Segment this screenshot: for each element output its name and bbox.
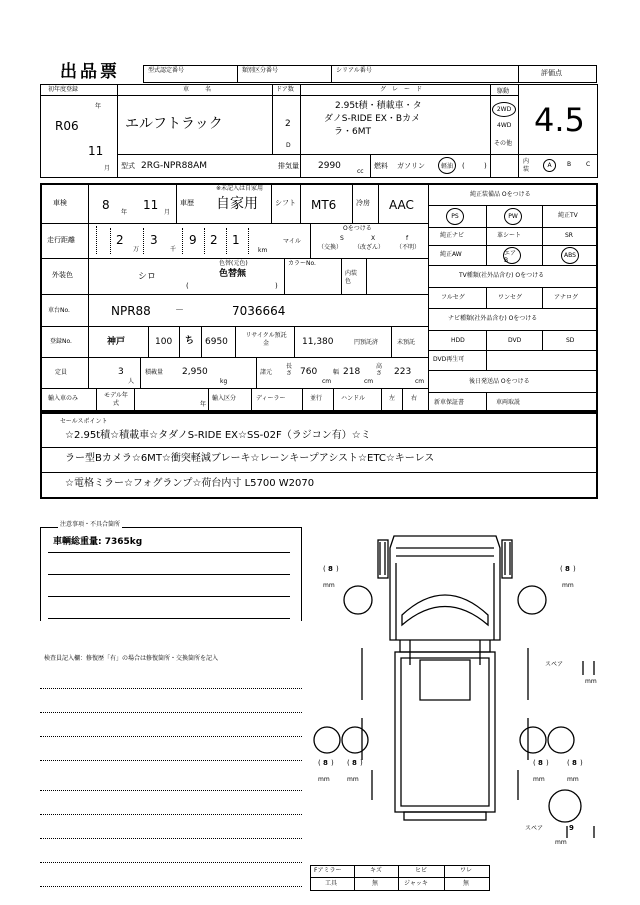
sales-point-label: セールスポイント bbox=[60, 418, 108, 425]
ac-value: AAC bbox=[389, 198, 414, 212]
drive-2wd: 2WD bbox=[496, 106, 512, 113]
grade-line1: 2.95t積・積載車・タ bbox=[335, 101, 422, 111]
drive-label: 駆動 bbox=[497, 88, 510, 95]
mileage-digit-5: 1 bbox=[232, 233, 240, 247]
sales-line-1: ☆2.95t積☆積載車☆タダノS-RIDE EX☆SS-02F（ラジコン有）☆ミ bbox=[65, 430, 371, 441]
divider bbox=[333, 388, 334, 412]
tire-fr-bracket-close: ) bbox=[573, 565, 576, 573]
notes-label: 注意事項・不具合箇所 bbox=[60, 521, 121, 528]
inspection-label: 車検 bbox=[53, 199, 67, 207]
exchange-mark-f: f bbox=[406, 235, 409, 242]
inspector-line bbox=[40, 838, 302, 839]
tire-rr1-mm: mm bbox=[533, 776, 545, 783]
inspector-line bbox=[40, 688, 302, 689]
pw-label: PW bbox=[508, 213, 518, 220]
exchange-label: （交換） bbox=[318, 244, 343, 251]
history-label: 車歴 bbox=[180, 199, 194, 207]
tire-rr1-bracket: ( bbox=[533, 759, 536, 767]
spare2-depth: 9 bbox=[569, 824, 574, 832]
inspector-line bbox=[40, 736, 302, 737]
tire-rr2-bracket-close: ) bbox=[580, 759, 583, 767]
cm-unit-1: cm bbox=[322, 378, 332, 385]
navi-type-header: ナビ種類(社外品含む) Oをつける bbox=[448, 315, 538, 322]
right-label: 右 bbox=[411, 395, 418, 402]
divider bbox=[341, 258, 342, 294]
capacity-label: 定員 bbox=[55, 369, 68, 376]
inspector-line bbox=[40, 790, 302, 791]
dealer-label: ディーラー bbox=[256, 395, 286, 402]
tire-fl-depth: 8 bbox=[328, 565, 333, 573]
sales-line-3: ☆電格ミラー☆フォグランプ☆荷台内寸 L5700 W2070 bbox=[65, 478, 315, 489]
tv-fullseg: フルセグ bbox=[441, 294, 465, 301]
divider bbox=[176, 183, 177, 223]
pw-circled bbox=[504, 208, 522, 225]
inspection-year: 8 bbox=[102, 198, 110, 212]
man-unit: 万 bbox=[133, 246, 140, 253]
tire-fr-bracket: ( bbox=[560, 565, 563, 573]
serial-label: シリアル番号 bbox=[336, 67, 372, 74]
exchange-mark-x: X bbox=[371, 235, 376, 242]
divider bbox=[428, 205, 598, 206]
drive-4wd: 4WD bbox=[497, 122, 512, 129]
divider bbox=[40, 472, 598, 473]
divider bbox=[204, 228, 206, 254]
divider bbox=[140, 357, 141, 388]
tire-rr1-bracket-close: ) bbox=[546, 759, 549, 767]
year-unit-3: 年 bbox=[200, 401, 207, 408]
fuel-paren-close: ) bbox=[484, 162, 487, 170]
tire-rl2-mm: mm bbox=[347, 776, 359, 783]
note-line bbox=[48, 574, 290, 575]
divider bbox=[370, 154, 371, 178]
tire-rr2-depth: 8 bbox=[572, 759, 577, 767]
unknown-label: （不明） bbox=[396, 244, 421, 251]
divider bbox=[518, 84, 519, 178]
shift-value: MT6 bbox=[311, 198, 337, 212]
divider bbox=[96, 388, 97, 412]
inspector-line bbox=[40, 712, 302, 713]
divider bbox=[256, 357, 257, 388]
divider bbox=[40, 357, 428, 358]
chassis-label: 車台No. bbox=[48, 307, 70, 314]
unregistered-note: ※未記入は自家用 bbox=[216, 185, 264, 192]
tv-type-header: TV種類(社外品含む) Oをつける bbox=[459, 272, 545, 279]
vehicle-name: エルフトラック bbox=[125, 116, 223, 132]
cm-unit-3: cm bbox=[415, 378, 425, 385]
divider bbox=[542, 287, 543, 308]
divider bbox=[182, 228, 184, 254]
fuel-diesel: 軽油 bbox=[440, 163, 453, 170]
divider bbox=[248, 228, 250, 254]
interior-label: 内装 bbox=[523, 158, 530, 173]
person-unit: 人 bbox=[128, 378, 135, 385]
handle-label: ハンドル bbox=[341, 395, 366, 402]
airbag-circled bbox=[503, 247, 521, 264]
divider bbox=[40, 95, 518, 96]
month-unit-2: 月 bbox=[164, 209, 171, 216]
kg-unit: kg bbox=[220, 378, 228, 385]
name-label: 車名 bbox=[183, 86, 228, 93]
divider bbox=[117, 154, 518, 155]
dim-label: 諸元 bbox=[260, 369, 273, 376]
inspector-line bbox=[40, 760, 302, 761]
divider bbox=[310, 877, 490, 878]
height-label: 高さ bbox=[376, 363, 383, 377]
reg-month: 11 bbox=[88, 144, 104, 158]
legend-crack: ヒビ bbox=[415, 867, 428, 874]
tire-rl1-bracket: ( bbox=[318, 759, 321, 767]
shift-label: シフト bbox=[275, 199, 296, 207]
grade-line3: ラ・6MT bbox=[334, 127, 371, 137]
divider bbox=[110, 228, 112, 254]
ps-label: PS bbox=[451, 213, 459, 220]
tire-rr2-mm: mm bbox=[567, 776, 579, 783]
divider bbox=[40, 223, 428, 224]
divider bbox=[40, 447, 598, 448]
import-label: 輸入車のみ bbox=[48, 395, 79, 402]
interior-c: C bbox=[586, 161, 591, 168]
tire-rl2-bracket-close: ) bbox=[360, 759, 363, 767]
spare2-label: スペア bbox=[525, 825, 544, 832]
divider bbox=[148, 326, 149, 357]
divider bbox=[378, 183, 379, 223]
tire-rr1-depth: 8 bbox=[538, 759, 543, 767]
width-label: 幅 bbox=[333, 369, 340, 376]
exchange-mark-s: S bbox=[340, 235, 344, 242]
gross-weight: 車輌総重量: 7365kg bbox=[53, 537, 143, 547]
divider bbox=[143, 228, 145, 254]
divider bbox=[40, 388, 428, 389]
interior-a: A bbox=[547, 162, 552, 169]
tools-value: 無 bbox=[372, 880, 379, 887]
plate-label: 登録No. bbox=[50, 338, 72, 345]
load-value: 2,950 bbox=[182, 367, 208, 377]
chassis-dash: － bbox=[175, 306, 185, 316]
divider bbox=[294, 326, 295, 357]
divider bbox=[542, 205, 543, 265]
oem-navi: 純正ナビ bbox=[440, 232, 465, 239]
divider bbox=[428, 392, 598, 393]
plate-number: 6950 bbox=[205, 337, 228, 347]
doors-label: ドア数 bbox=[276, 86, 294, 93]
divider bbox=[381, 388, 382, 412]
divider bbox=[428, 370, 598, 371]
length-value: 760 bbox=[300, 367, 318, 377]
divider bbox=[201, 326, 202, 357]
drive-other: その他 bbox=[494, 140, 513, 147]
divider bbox=[40, 258, 428, 259]
km-unit: km bbox=[258, 247, 268, 254]
divider bbox=[40, 326, 428, 327]
first-reg-label: 初年度登録 bbox=[48, 86, 79, 93]
month-unit: 月 bbox=[104, 165, 111, 172]
divider bbox=[490, 84, 491, 178]
divider bbox=[272, 84, 273, 154]
navi-dvd: DVD bbox=[508, 337, 522, 344]
divider bbox=[428, 245, 598, 246]
ps-circled bbox=[446, 208, 464, 225]
rating-label: 評価点 bbox=[541, 69, 562, 77]
tire-rl2-depth: 8 bbox=[352, 759, 357, 767]
divider bbox=[366, 258, 367, 294]
fuel-gas: ガソリン bbox=[397, 162, 425, 170]
repaint-label: 色替(元色) bbox=[219, 260, 248, 267]
divider bbox=[486, 205, 487, 265]
tire-fr-depth: 8 bbox=[565, 565, 570, 573]
parallel-label: 並行 bbox=[310, 395, 323, 402]
legend-scratch: キズ bbox=[370, 867, 382, 874]
mileage-digit-3: 9 bbox=[189, 233, 197, 247]
divider bbox=[251, 388, 252, 412]
circle-note: Oをつける bbox=[343, 225, 372, 232]
tools-label: 工具 bbox=[325, 880, 338, 887]
divider bbox=[398, 865, 399, 891]
fuel-diesel-circled bbox=[438, 157, 456, 174]
divider bbox=[40, 294, 428, 295]
recycle-label: リサイクル預託金 bbox=[245, 332, 287, 347]
inspector-line bbox=[40, 886, 302, 887]
repaint-value: 色替無 bbox=[219, 269, 247, 279]
divider bbox=[237, 65, 238, 83]
navi-sd: SD bbox=[566, 337, 575, 344]
divider bbox=[352, 183, 353, 223]
oem-aw: 純正AW bbox=[440, 251, 462, 258]
rating-value: 4.5 bbox=[534, 101, 585, 139]
year-unit-2: 年 bbox=[121, 209, 128, 216]
doc-warranty: 新車保証書 bbox=[434, 399, 465, 406]
divider bbox=[518, 154, 598, 155]
displacement-label: 排気量 bbox=[278, 162, 299, 170]
tv-analog: アナログ bbox=[554, 294, 579, 301]
divider bbox=[88, 183, 89, 388]
navi-hdd: HDD bbox=[451, 337, 465, 344]
sales-line-2: ラー型Bカメラ☆6MT☆衝突軽減ブレーキ☆レーンキープアシスト☆ETC☆キーレス bbox=[65, 453, 435, 464]
divider bbox=[542, 330, 543, 350]
dvd-playback: DVD再生可 bbox=[433, 356, 465, 363]
divider bbox=[486, 350, 487, 370]
divider bbox=[428, 265, 598, 266]
repaint-paren-open: ( bbox=[186, 282, 189, 290]
model-year-label: モデル年式 bbox=[104, 392, 128, 407]
left-label: 左 bbox=[389, 395, 396, 402]
mileage-label: 走行距離 bbox=[47, 236, 75, 244]
doors-value: 2 bbox=[285, 119, 291, 129]
divider bbox=[134, 388, 135, 412]
inspector-label: 検査員記入欄：修復歴「有」の場合は修復箇所・交換箇所を記入 bbox=[44, 655, 219, 662]
tire-rl1-mm: mm bbox=[318, 776, 330, 783]
oem-header: 純正装備品 Oをつける bbox=[470, 191, 531, 198]
abs-circled bbox=[561, 247, 579, 264]
tampered-label: （改ざん） bbox=[354, 244, 385, 251]
inspector-line bbox=[40, 862, 302, 863]
divider bbox=[428, 287, 598, 288]
divider bbox=[486, 392, 487, 412]
tire-rl1-depth: 8 bbox=[323, 759, 328, 767]
plate-class: 100 bbox=[155, 337, 173, 347]
interior-a-circled bbox=[543, 159, 556, 172]
door-unit: D bbox=[286, 142, 291, 149]
legend-mirror: Fアミラー bbox=[314, 867, 342, 874]
note-line bbox=[48, 552, 290, 553]
divider bbox=[300, 154, 301, 178]
docs-header: 後日発送品 Oをつける bbox=[469, 378, 530, 385]
divider bbox=[300, 84, 301, 154]
jack-label: ジャッキ bbox=[404, 880, 428, 887]
divider bbox=[208, 388, 209, 412]
divider bbox=[310, 223, 311, 258]
oem-tv: 純正TV bbox=[558, 212, 578, 219]
tire-fl-bracket-close: ) bbox=[336, 565, 339, 573]
mile-label: マイル bbox=[283, 238, 301, 245]
spare2-mm: mm bbox=[555, 839, 567, 846]
mileage-digit-2: 3 bbox=[150, 233, 158, 247]
divider bbox=[179, 326, 180, 357]
category-label: 類別区分番号 bbox=[242, 67, 279, 74]
inspection-month: 11 bbox=[143, 198, 159, 212]
divider bbox=[428, 183, 429, 412]
fuel-label: 燃料 bbox=[374, 162, 388, 170]
color-no-label: カラーNo. bbox=[288, 260, 316, 267]
sunroof: SR bbox=[565, 232, 573, 239]
tire-rr2-bracket: ( bbox=[567, 759, 570, 767]
height-value: 223 bbox=[394, 367, 412, 377]
inspector-line bbox=[40, 814, 302, 815]
divider bbox=[226, 228, 228, 254]
airbag-label: エアB bbox=[504, 249, 517, 264]
spare1-mm: mm bbox=[585, 678, 597, 685]
divider bbox=[402, 388, 403, 412]
divider bbox=[444, 865, 445, 891]
page-title: 出品票 bbox=[60, 62, 120, 82]
divider bbox=[302, 388, 303, 412]
tire-fl-bracket: ( bbox=[323, 565, 326, 573]
divider bbox=[428, 227, 598, 228]
jack-value: 無 bbox=[463, 880, 470, 887]
width-value: 218 bbox=[343, 367, 361, 377]
drive-2wd-circled bbox=[492, 102, 516, 117]
chassis-number: 7036664 bbox=[232, 304, 286, 318]
tire-rl1-bracket-close: ) bbox=[331, 759, 334, 767]
legend-broken: ワレ bbox=[460, 867, 473, 874]
interior-b: B bbox=[567, 161, 572, 168]
exterior-color: シロ bbox=[138, 272, 157, 282]
exterior-label: 外装色 bbox=[52, 271, 73, 279]
doc-manual: 車両取説 bbox=[496, 399, 521, 406]
divider bbox=[354, 865, 355, 891]
divider bbox=[284, 258, 285, 294]
ac-label: 冷房 bbox=[356, 199, 370, 207]
divider bbox=[117, 84, 118, 178]
divider bbox=[391, 326, 392, 357]
mileage-digit-1: 2 bbox=[116, 233, 124, 247]
tire-fl-mm: mm bbox=[323, 582, 335, 589]
abs-label: ABS bbox=[564, 252, 576, 259]
sen-unit: 千 bbox=[170, 246, 177, 253]
cc-unit: cc bbox=[357, 168, 364, 175]
divider bbox=[331, 65, 332, 83]
plate-area: 神戸 bbox=[107, 337, 126, 347]
load-label: 積載量 bbox=[145, 369, 164, 376]
tire-rl2-bracket: ( bbox=[347, 759, 350, 767]
divider bbox=[300, 183, 301, 223]
tire-fr-mm: mm bbox=[562, 582, 574, 589]
recycle-unpaid: 未預託 bbox=[397, 339, 416, 346]
divider bbox=[271, 183, 272, 223]
model-code: 2RG-NPR88AM bbox=[141, 161, 207, 171]
grade-label: グレード bbox=[380, 86, 429, 93]
divider bbox=[235, 326, 236, 357]
reg-era: R06 bbox=[55, 119, 79, 133]
plate-kana: ち bbox=[185, 336, 195, 346]
divider bbox=[428, 350, 598, 351]
note-line bbox=[48, 596, 290, 597]
displacement-value: 2990 bbox=[318, 161, 341, 171]
tv-oneseg: ワンセグ bbox=[498, 294, 523, 301]
spare1-label: スペア bbox=[545, 661, 564, 668]
divider bbox=[428, 330, 598, 331]
repaint-paren-close: ) bbox=[275, 282, 278, 290]
capacity-value: 3 bbox=[118, 367, 124, 377]
note-line bbox=[48, 618, 290, 619]
model-label: 型式 bbox=[121, 162, 135, 170]
mileage-digit-4: 2 bbox=[210, 233, 218, 247]
divider bbox=[428, 308, 598, 309]
model-cert-label: 型式認定番号 bbox=[148, 67, 185, 74]
fuel-paren-open: ( bbox=[462, 162, 465, 170]
recycle-unit: 円預託済 bbox=[354, 339, 379, 346]
divider bbox=[486, 287, 487, 308]
length-label: 長さ bbox=[286, 363, 293, 377]
import-cat-label: 輸入区分 bbox=[212, 395, 237, 402]
leather-seat: 革シート bbox=[497, 232, 522, 239]
cm-unit-2: cm bbox=[364, 378, 374, 385]
grade-line2: ダノS-RIDE EX・Bカメ bbox=[324, 114, 421, 124]
year-unit: 年 bbox=[95, 103, 102, 110]
divider bbox=[486, 330, 487, 350]
recycle-amount: 11,380 bbox=[302, 337, 334, 347]
chassis-model: NPR88 bbox=[111, 304, 151, 318]
history-value: 自家用 bbox=[216, 196, 258, 212]
interior-color-label: 内装色 bbox=[345, 270, 358, 285]
